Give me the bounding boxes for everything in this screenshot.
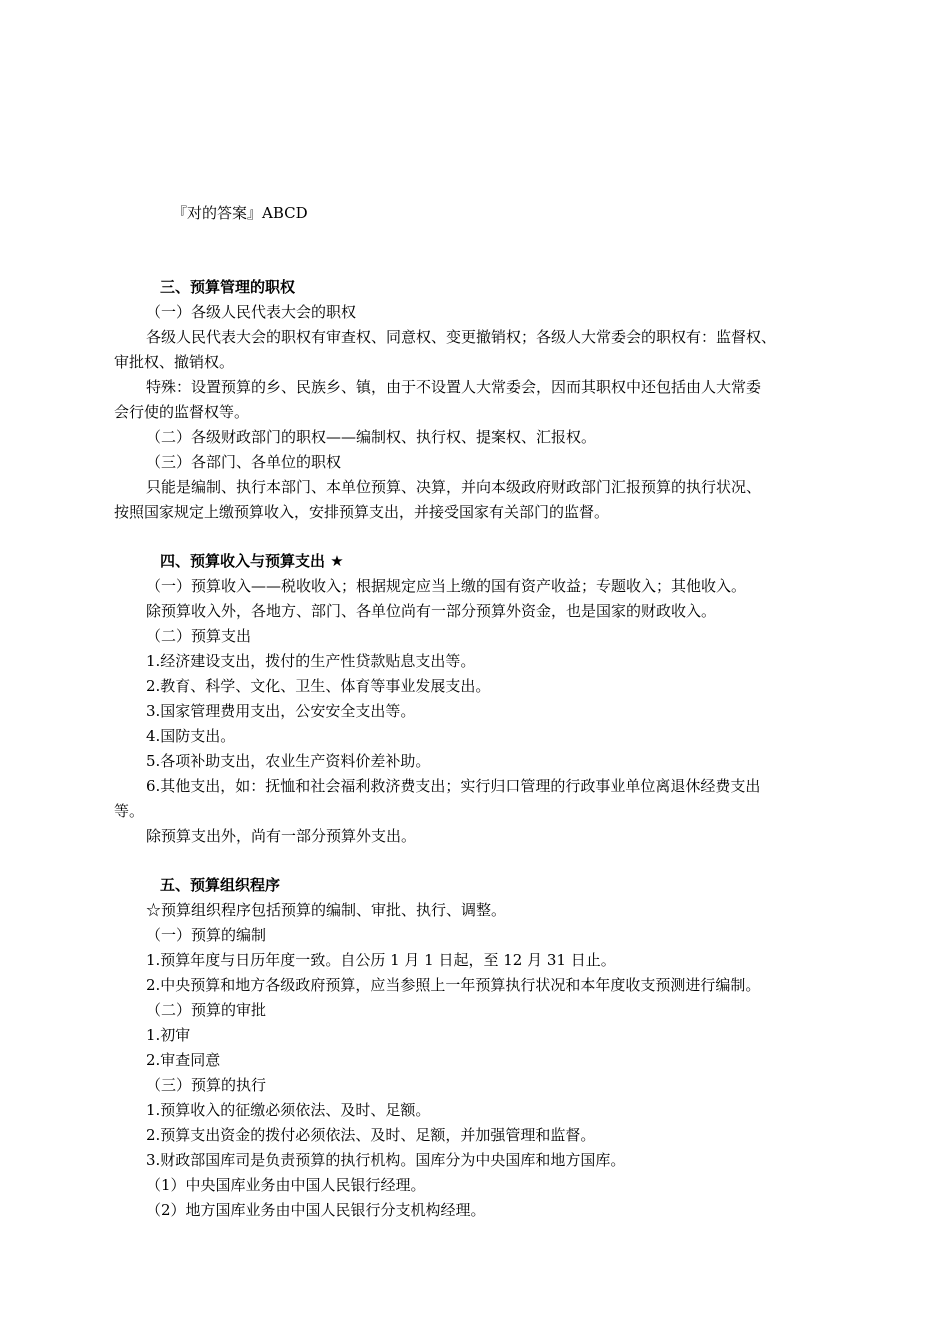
section-4-item-5: 5.各项补助支出，农业生产资料价差补助。 bbox=[146, 752, 431, 770]
section-3-sub-2: （二）各级财政部门的职权——编制权、执行权、提案权、汇报权。 bbox=[146, 428, 597, 446]
section-5-item-b1: 1.初审 bbox=[146, 1026, 191, 1044]
section-4-heading: 四、预算收入与预算支出 ★ bbox=[160, 552, 344, 570]
section-4-item-2: 2.教育、科学、文化、卫生、体育等事业发展支出。 bbox=[146, 677, 491, 695]
section-4-paragraph-2: 除预算支出外，尚有一部分预算外支出。 bbox=[146, 827, 417, 845]
section-5-item-c3b: （2）地方国库业务由中国人民银行分支机构经理。 bbox=[146, 1201, 486, 1219]
section-5-item-b2: 2.审查同意 bbox=[146, 1051, 221, 1069]
section-4-item-6-line-2: 等。 bbox=[114, 802, 145, 820]
section-3-paragraph-3-line-1: 只能是编制、执行本部门、本单位预算、决算，并向本级政府财政部门汇报预算的执行状况、 bbox=[146, 478, 762, 496]
section-5-item-c1: 1.预算收入的征缴必须依法、及时、足额。 bbox=[146, 1101, 431, 1119]
section-5-item-c3: 3.财政部国库司是负责预算的执行机构。国库分为中央国库和地方国库。 bbox=[146, 1151, 626, 1169]
section-4-item-1: 1.经济建设支出，拨付的生产性贷款贴息支出等。 bbox=[146, 652, 476, 670]
section-5-heading: 五、预算组织程序 bbox=[160, 876, 281, 894]
section-4-item-4: 4.国防支出。 bbox=[146, 727, 236, 745]
section-5-sub-3: （三）预算的执行 bbox=[146, 1076, 267, 1094]
section-4-paragraph-1: 除预算收入外，各地方、部门、各单位尚有一部分预算外资金，也是国家的财政收入。 bbox=[146, 602, 717, 620]
section-3-sub-1: （一）各级人民代表大会的职权 bbox=[146, 303, 357, 321]
section-5-item-a2: 2.中央预算和地方各级政府预算，应当参照上一年预算执行状况和本年度收支预测进行编制。 bbox=[146, 976, 761, 994]
section-3-sub-3: （三）各部门、各单位的职权 bbox=[146, 453, 342, 471]
section-3-paragraph-2-line-1: 特殊：设置预算的乡、民族乡、镇，由于不设置人大常委会，因而其职权中还包括由人大常委 bbox=[146, 378, 762, 396]
section-5-item-a1: 1.预算年度与日历年度一致。自公历 1 月 1 日起，至 12 月 31 日止。 bbox=[146, 951, 616, 969]
section-4-sub-2: （二）预算支出 bbox=[146, 627, 252, 645]
section-3-heading: 三、预算管理的职权 bbox=[160, 278, 296, 296]
section-3-paragraph-3-line-2: 按照国家规定上缴预算收入，安排预算支出，并接受国家有关部门的监督。 bbox=[114, 503, 610, 521]
section-5-item-c3a: （1）中央国库业务由中国人民银行经理。 bbox=[146, 1176, 426, 1194]
section-4-sub-1: （一）预算收入——税收收入；根据规定应当上缴的国有资产收益；专题收入；其他收入。 bbox=[146, 577, 747, 595]
section-3-paragraph-2-line-2: 会行使的监督权等。 bbox=[114, 403, 250, 421]
section-4-item-6-line-1: 6.其他支出，如：抚恤和社会福利救济费支出；实行归口管理的行政事业单位离退休经费支出 bbox=[146, 777, 761, 795]
section-5-sub-2: （二）预算的审批 bbox=[146, 1001, 267, 1019]
section-3-paragraph-1-line-2: 审批权、撤销权。 bbox=[114, 353, 235, 371]
section-3-paragraph-1-line-1: 各级人民代表大会的职权有审查权、同意权、变更撤销权；各级人大常委会的职权有：监督权、 bbox=[146, 328, 777, 346]
answer-line: 『对的答案』ABCD bbox=[172, 204, 308, 222]
section-5-sub-1: （一）预算的编制 bbox=[146, 926, 267, 944]
section-5-item-c2: 2.预算支出资金的拨付必须依法、及时、足额，并加强管理和监督。 bbox=[146, 1126, 596, 1144]
section-5-intro: ☆预算组织程序包括预算的编制、审批、执行、调整。 bbox=[146, 901, 507, 919]
section-4-item-3: 3.国家管理费用支出，公安安全支出等。 bbox=[146, 702, 416, 720]
